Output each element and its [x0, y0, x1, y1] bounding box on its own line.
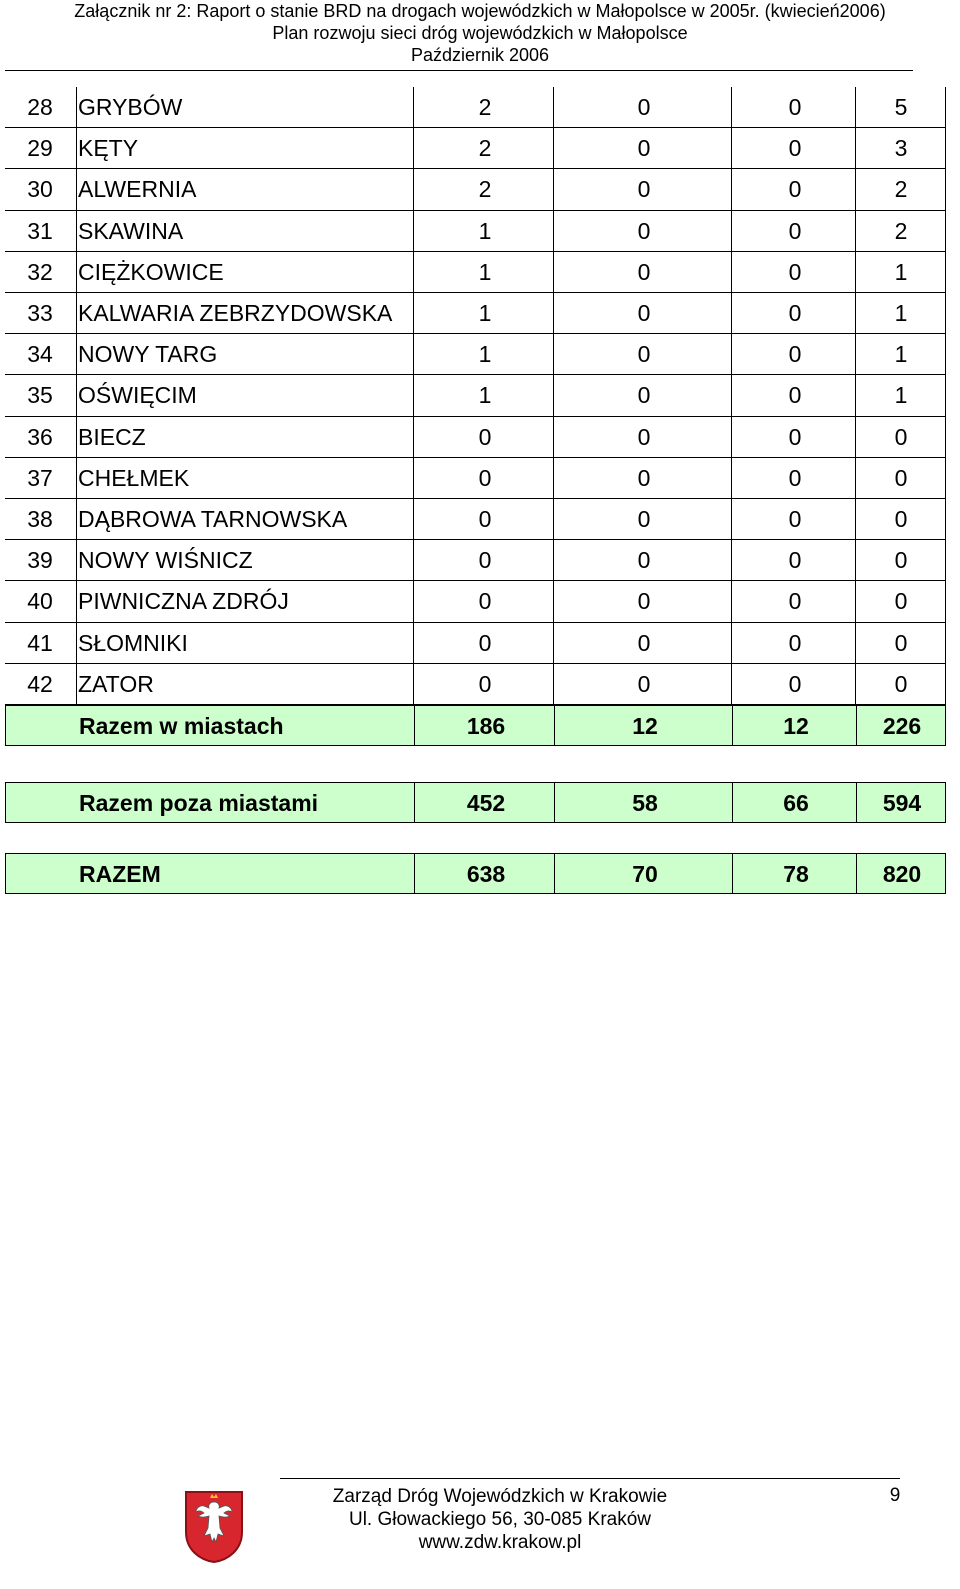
value-cell: 0 [788, 258, 802, 285]
total-value: 70 [632, 861, 658, 887]
value-cell: 0 [788, 300, 802, 326]
row-number: 28 [27, 94, 53, 120]
footer-divider [280, 1478, 900, 1479]
value-cell: 1 [478, 341, 492, 368]
total-value: 226 [882, 713, 922, 739]
row-number: 35 [27, 382, 53, 409]
value-cell: 0 [788, 176, 802, 203]
value-cell: 0 [788, 464, 802, 491]
table-row [5, 581, 960, 622]
value-cell: 0 [637, 176, 651, 203]
table-row [5, 540, 960, 581]
value-cell: 0 [637, 217, 651, 244]
city-name: NOWY WIŚNICZ [78, 547, 253, 574]
total-value: 820 [882, 861, 922, 887]
row-number: 36 [27, 423, 53, 450]
row-number: 42 [27, 670, 53, 697]
city-name: CHEŁMEK [78, 464, 190, 491]
value-cell: 0 [478, 629, 492, 656]
total-value: 186 [466, 713, 506, 739]
value-cell: 0 [478, 464, 492, 491]
row-number: 39 [27, 547, 53, 574]
value-cell: 2 [478, 176, 492, 203]
row-number: 40 [27, 588, 53, 615]
table-row [5, 252, 960, 293]
value-cell: 0 [894, 464, 908, 491]
row-number: 31 [27, 217, 53, 244]
value-cell: 0 [788, 588, 802, 615]
value-cell: 0 [894, 629, 908, 656]
city-name: GRYBÓW [78, 94, 183, 120]
table-row [5, 623, 960, 664]
total-value: 452 [466, 790, 506, 816]
value-cell: 1 [478, 258, 492, 285]
value-cell: 1 [894, 258, 908, 285]
row-number: 38 [27, 506, 53, 532]
value-cell: 0 [788, 217, 802, 244]
row-number: 33 [27, 300, 53, 326]
value-cell: 0 [637, 423, 651, 450]
table-row [5, 417, 960, 458]
table-row [5, 211, 960, 252]
header-divider [5, 70, 913, 71]
value-cell: 0 [637, 258, 651, 285]
value-cell: 0 [788, 547, 802, 574]
city-name: DĄBROWA TARNOWSKA [78, 506, 348, 532]
value-cell: 0 [894, 423, 908, 450]
value-cell: 1 [894, 382, 908, 409]
table-row [5, 499, 960, 540]
column-divider [731, 87, 732, 705]
value-cell: 0 [637, 588, 651, 615]
value-cell: 5 [894, 94, 908, 120]
value-cell: 0 [478, 588, 492, 615]
value-cell: 0 [894, 588, 908, 615]
column-divider [413, 87, 414, 705]
value-cell: 0 [478, 670, 492, 697]
table-row [5, 375, 960, 416]
value-cell: 1 [478, 217, 492, 244]
table-row [5, 293, 960, 334]
row-number: 37 [27, 464, 53, 491]
value-cell: 0 [637, 341, 651, 368]
value-cell: 0 [894, 670, 908, 697]
value-cell: 2 [478, 135, 492, 162]
value-cell: 0 [478, 423, 492, 450]
city-name: CIĘŻKOWICE [78, 258, 224, 285]
footer-org: Zarząd Dróg Wojewódzkich w Krakowie [332, 1486, 668, 1507]
value-cell: 0 [637, 300, 651, 326]
total-value: 58 [632, 790, 658, 816]
value-cell: 0 [637, 135, 651, 162]
total-label: RAZEM [79, 861, 161, 887]
table-row [5, 334, 960, 375]
city-name: KĘTY [78, 135, 139, 162]
value-cell: 1 [894, 300, 908, 326]
city-name: ALWERNIA [78, 176, 197, 203]
value-cell: 0 [788, 670, 802, 697]
column-divider [945, 87, 946, 705]
total-value: 66 [783, 790, 809, 816]
value-cell: 0 [637, 547, 651, 574]
value-cell: 0 [788, 506, 802, 532]
city-name: BIECZ [78, 423, 146, 450]
total-label: Razem poza miastami [79, 790, 319, 816]
table-row [5, 458, 960, 499]
page-number: 9 [889, 1485, 901, 1506]
footer-address: Ul. Głowackiego 56, 30-085 Kraków [348, 1509, 652, 1530]
value-cell: 2 [894, 176, 908, 203]
row-number: 34 [27, 341, 53, 368]
total-label: Razem w miastach [79, 713, 284, 739]
value-cell: 0 [788, 341, 802, 368]
table-row [5, 87, 960, 128]
report-subtitle: Plan rozwoju sieci dróg wojewódzkich w Małopolsce [272, 23, 688, 43]
value-cell: 0 [637, 670, 651, 697]
value-cell: 0 [788, 423, 802, 450]
city-name: PIWNICZNA ZDRÓJ [78, 588, 289, 615]
value-cell: 2 [894, 217, 908, 244]
column-divider [553, 87, 554, 705]
value-cell: 0 [637, 506, 651, 532]
city-name: OŚWIĘCIM [78, 382, 197, 409]
row-number: 30 [27, 176, 53, 203]
total-value: 638 [466, 861, 506, 887]
value-cell: 1 [478, 382, 492, 409]
table-row [5, 169, 960, 210]
row-number: 29 [27, 135, 53, 162]
column-divider [855, 87, 856, 705]
value-cell: 1 [478, 300, 492, 326]
grand-total-row [5, 853, 946, 894]
value-cell: 0 [894, 506, 908, 532]
value-cell: 0 [637, 464, 651, 491]
footer-website: www.zdw.krakow.pl [418, 1532, 582, 1553]
value-cell: 0 [637, 629, 651, 656]
value-cell: 0 [478, 547, 492, 574]
value-cell: 0 [788, 382, 802, 409]
city-name: SŁOMNIKI [78, 629, 188, 656]
value-cell: 1 [894, 341, 908, 368]
total-value: 12 [783, 713, 809, 739]
value-cell: 0 [637, 94, 651, 120]
table-row [5, 128, 960, 169]
report-date: Październik 2006 [410, 45, 550, 65]
cities-total-row [5, 705, 946, 746]
value-cell: 0 [637, 382, 651, 409]
city-name: SKAWINA [78, 217, 184, 244]
total-value: 594 [882, 790, 922, 816]
column-divider [76, 87, 77, 705]
total-value: 12 [632, 713, 658, 739]
value-cell: 0 [894, 547, 908, 574]
total-value: 78 [783, 861, 809, 887]
value-cell: 0 [478, 506, 492, 532]
city-name: ZATOR [78, 670, 154, 697]
value-cell: 0 [788, 94, 802, 120]
outside-cities-total-row [5, 782, 946, 823]
value-cell: 0 [788, 135, 802, 162]
row-number: 41 [27, 629, 53, 656]
value-cell: 3 [894, 135, 908, 162]
city-name: NOWY TARG [78, 341, 218, 368]
city-name: KALWARIA ZEBRZYDOWSKA [78, 300, 393, 326]
row-number: 32 [27, 258, 53, 285]
value-cell: 2 [478, 94, 492, 120]
table-row [5, 664, 960, 705]
value-cell: 0 [788, 629, 802, 656]
report-title: Załącznik nr 2: Raport o stanie BRD na drogach wojewódzkich w Małopolsce w 2005r. (kwiecień2006) [74, 1, 886, 21]
